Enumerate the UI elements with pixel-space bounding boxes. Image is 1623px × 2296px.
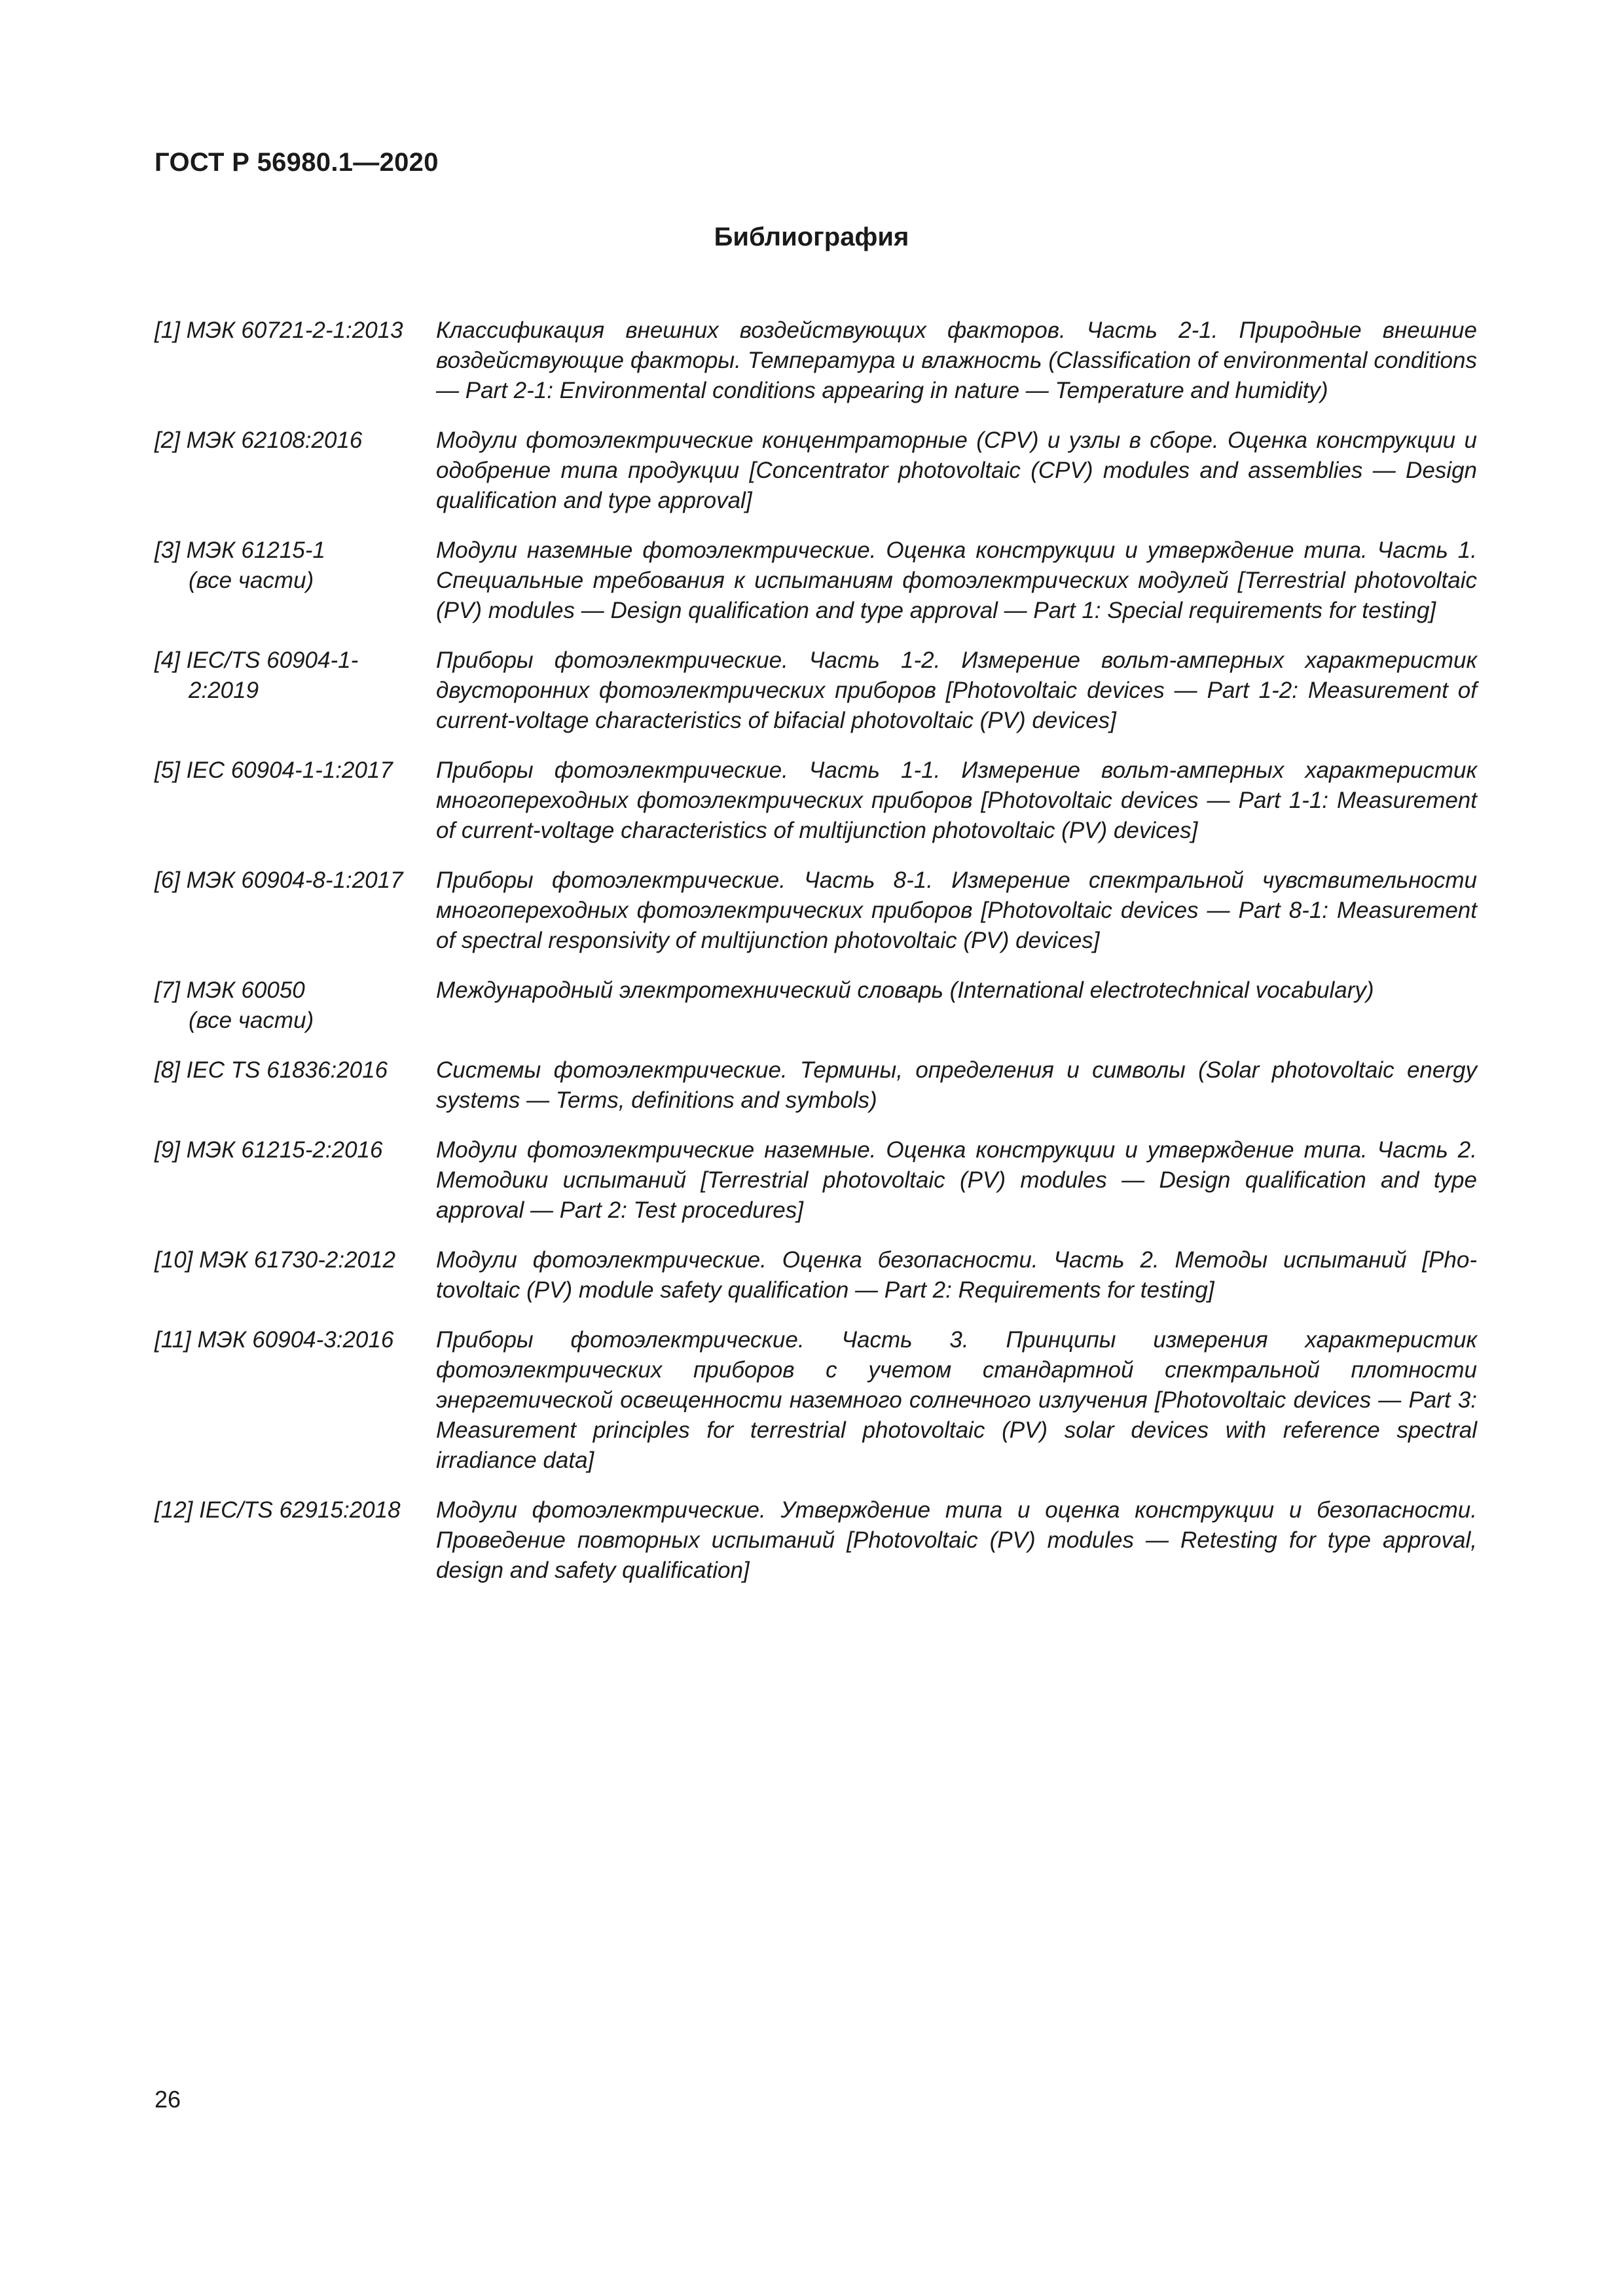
reference-id: [6] МЭК 60904-8-1:2017 <box>155 867 403 893</box>
reference-id: [8] IEC TS 61836:2016 <box>155 1057 388 1083</box>
reference-id: [4] IEC/TS 60904-1- <box>155 647 359 673</box>
reference-id: [10] МЭК 61730-2:2012 <box>155 1247 395 1273</box>
entry-description: Классификация внешних воздействующих факторов. Часть 2-1. Природные внешние воздействующие факторы. Температура и влажность (Classification of environmental conditions — Part 2-1: Environmental conditions appearing in nature — Temperature and humidity) <box>436 318 1477 403</box>
reference-id: [11] МЭК 60904-3:2016 <box>155 1327 394 1353</box>
reference-id: [1] МЭК 60721-2-1:2013 <box>155 318 403 343</box>
entry-description: Приборы фотоэлектрические. Часть 8-1. Измерение спектральной чувствительности многопереходных фотоэлектрических приборов [Photovoltaic devices — Part 8-1: Measurement of spectral responsivity of multijunction photovoltaic (PV) devices] <box>436 867 1477 953</box>
entry-description: Приборы фотоэлектрические. Часть 1-1. Измерение вольт-амперных характеристик многопереходных фотоэлектрических приборов [Photovoltaic devices — Part 1-1: Measurement of current-voltage characteristics of multijunction photovoltaic (PV) devices] <box>436 757 1477 843</box>
reference-subtitle: (все части) <box>189 568 314 593</box>
entry-reference <box>155 756 436 786</box>
bibliography-entry <box>155 756 1477 846</box>
entry-reference <box>155 975 436 1036</box>
reference-subtitle: (все части) <box>189 1008 314 1033</box>
entry-reference <box>155 1055 436 1085</box>
entry-reference <box>155 316 436 346</box>
bibliography-entry <box>155 975 1477 1036</box>
reference-id: [5] IEC 60904-1-1:2017 <box>155 757 393 783</box>
bibliography-entry <box>155 536 1477 626</box>
reference-subtitle: 2:2019 <box>189 678 259 703</box>
entry-reference <box>155 1325 436 1355</box>
entry-description: Модули наземные фотоэлектрические. Оценка конструкции и утверждение типа. Часть 1. Специальные требования к испытаниям фотоэлектрических модулей [Terrestrial photovoltaic (PV) modules — Design qualification and type approval — Part 1: Special requirements for testing] <box>436 538 1477 623</box>
page-title: Библиография <box>714 223 909 251</box>
bibliography-entry <box>155 1135 1477 1226</box>
entry-description: Модули фотоэлектрические концентраторные (CPV) и узлы в сборе. Оценка конструкции и одобрение типа продукции [Concentrator photovoltaic (CPV) modules and assemblies — Design qualification and type approval] <box>436 428 1477 513</box>
entry-reference <box>155 866 436 896</box>
bibliography-list <box>155 316 1477 1605</box>
entry-description: Международный электротехнический словарь (International electrotechnical vocabulary) <box>436 977 1374 1003</box>
entry-description: Модули фотоэлектрические. Оценка безопасности. Часть 2. Методы испытаний [Photovoltaic (PV) module safety qualification — Part 2: Requirements for testing] <box>436 1247 1477 1303</box>
bibliography-entry <box>155 866 1477 956</box>
bibliography-entry <box>155 1495 1477 1586</box>
bibliography-entry <box>155 1055 1477 1116</box>
entry-description: Системы фотоэлектрические. Термины, определения и символы (Solar photovoltaic energy systems — Terms, definitions and symbols) <box>436 1057 1477 1113</box>
reference-id: [2] МЭК 62108:2016 <box>155 428 363 453</box>
entry-reference <box>155 646 436 706</box>
bibliography-entry <box>155 646 1477 736</box>
entry-reference <box>155 1245 436 1275</box>
entry-description: Модули фотоэлектрические наземные. Оценка конструкции и утверждение типа. Часть 2. Методики испытаний [Terrestrial photovoltaic (PV) modules — Design qualification and type approval — Part 2: Test procedures] <box>436 1137 1477 1223</box>
page-number: 26 <box>155 2086 181 2113</box>
bibliography-entry <box>155 1325 1477 1476</box>
entry-description: Приборы фотоэлектрические. Часть 3. Принципы измерения характеристик фотоэлектрических приборов с учетом стандартной спектральной плотности энергетической освещенности наземного солнечного излучения [Photovoltaic devices — Part 3: Measurement principles for terrestrial photovoltaic (PV) solar devices with reference spectral irradiance data] <box>436 1327 1477 1473</box>
reference-id: [9] МЭК 61215-2:2016 <box>155 1137 383 1163</box>
reference-id: [12] IEC/TS 62915:2018 <box>155 1497 401 1523</box>
bibliography-entry <box>155 426 1477 516</box>
document-code: ГОСТ Р 56980.1—2020 <box>155 148 439 177</box>
entry-description: Приборы фотоэлектрические. Часть 1-2. Измерение вольт-амперных характеристик двусторонних фотоэлектрических приборов [Photovoltaic devices — Part 1-2: Measurement of current-voltage characteristics of bifacial photovoltaic (PV) devices] <box>436 647 1477 733</box>
entry-reference <box>155 426 436 456</box>
reference-id: [7] МЭК 60050 <box>155 977 305 1003</box>
bibliography-entry <box>155 316 1477 406</box>
entry-reference <box>155 1495 436 1525</box>
bibliography-entry <box>155 1245 1477 1305</box>
reference-id: [3] МЭК 61215-1 <box>155 538 325 563</box>
entry-reference <box>155 536 436 596</box>
entry-description: Модули фотоэлектрические. Утверждение типа и оценка конструкции и безопасности. Проведение повторных испытаний [Photovoltaic (PV) modules — Retesting for type approval, design and safety qualification] <box>436 1497 1477 1583</box>
entry-reference <box>155 1135 436 1165</box>
